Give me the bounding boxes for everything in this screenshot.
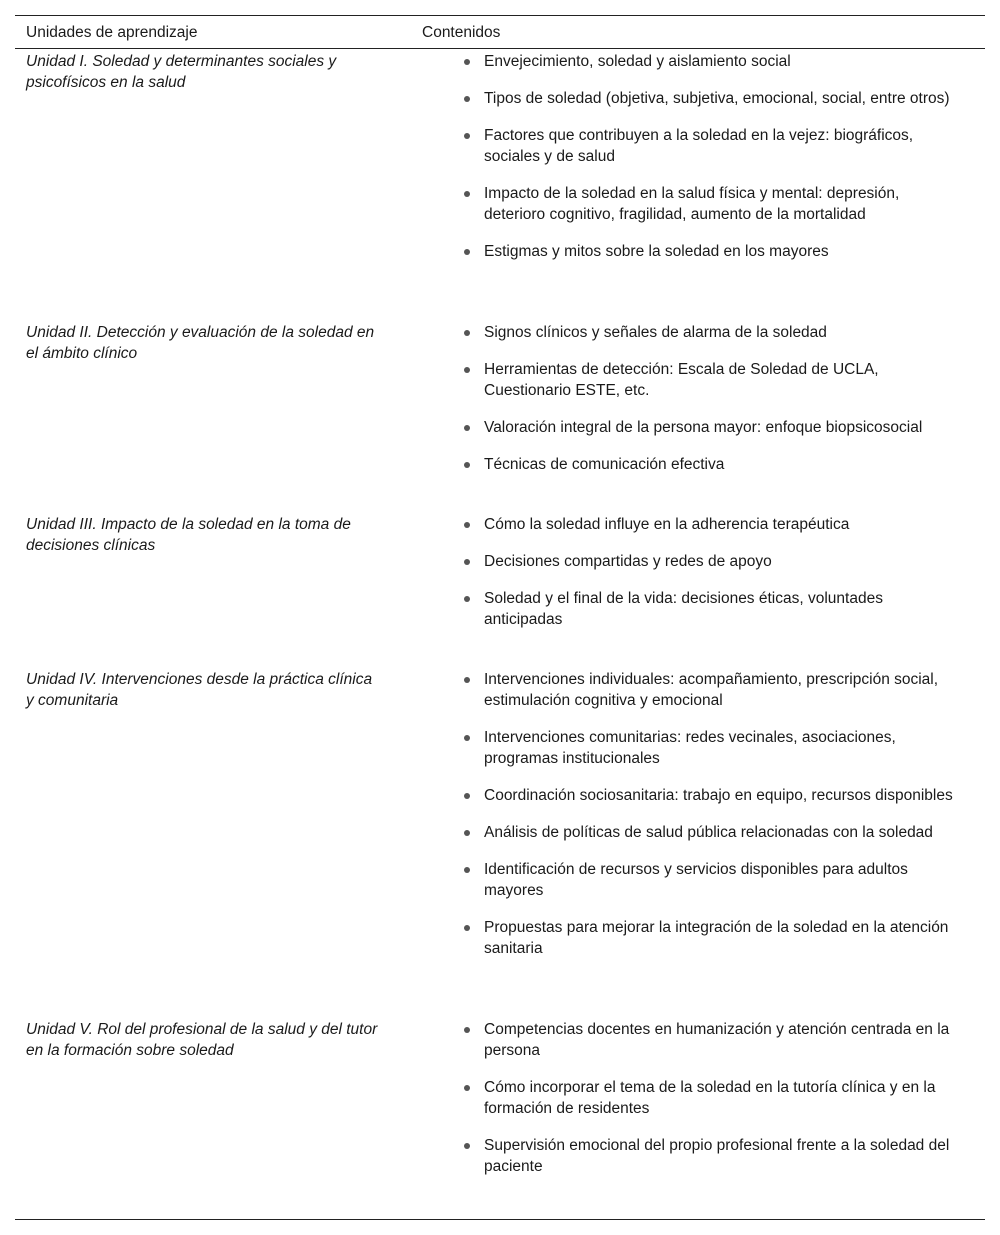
list-item: Envejecimiento, soledad y aislamiento social: [464, 51, 964, 72]
list-item: Coordinación sociosanitaria: trabajo en equipo, recursos disponibles: [464, 785, 964, 806]
table-row: [15, 661, 985, 1011]
list-item: Identificación de recursos y servicios disponibles para adultos mayores: [464, 859, 964, 901]
bullet-icon: [464, 425, 470, 431]
units-table: [15, 15, 985, 1201]
list-item: Factores que contribuyen a la soledad en la vejez: biográficos, sociales y de salud: [464, 125, 964, 167]
bullet-icon: [464, 330, 470, 336]
list-item: Tipos de soledad (objetiva, subjetiva, emocional, social, entre otros): [464, 88, 964, 109]
table-row: [15, 506, 985, 661]
table-row: [15, 49, 985, 314]
bullet-icon: [464, 735, 470, 741]
bullet-icon: [464, 367, 470, 373]
bullet-icon: [464, 1085, 470, 1091]
bullet-icon: [464, 59, 470, 65]
list-item: Intervenciones individuales: acompañamiento, prescripción social, estimulación cognitiva y emocional: [464, 669, 964, 711]
unit-title: Unidad V. Rol del profesional de la salud y del tutor en la formación sobre soledad: [26, 1021, 378, 1059]
list-item: Intervenciones comunitarias: redes vecinales, asociaciones, programas institucionales: [464, 727, 964, 769]
bullet-icon: [464, 677, 470, 683]
list-item: Valoración integral de la persona mayor: enfoque biopsicosocial: [464, 417, 964, 438]
contents-list: [464, 322, 964, 491]
bullet-icon: [464, 249, 470, 255]
table-bottom-rule: [15, 1219, 985, 1220]
list-item: Competencias docentes en humanización y atención centrada en la persona: [464, 1019, 964, 1061]
bullet-icon: [464, 522, 470, 528]
bullet-icon: [464, 133, 470, 139]
bullet-icon: [464, 559, 470, 565]
list-item: Supervisión emocional del propio profesional frente a la soledad del paciente: [464, 1135, 964, 1177]
bullet-icon: [464, 1143, 470, 1149]
bullet-icon: [464, 793, 470, 799]
list-item: Herramientas de detección: Escala de Soledad de UCLA, Cuestionario ESTE, etc.: [464, 359, 964, 401]
list-item: Decisiones compartidas y redes de apoyo: [464, 551, 964, 572]
list-item: Técnicas de comunicación efectiva: [464, 454, 964, 475]
bullet-icon: [464, 830, 470, 836]
unit-title: Unidad III. Impacto de la soledad en la toma de decisiones clínicas: [26, 516, 351, 554]
bullet-icon: [464, 867, 470, 873]
list-item: Propuestas para mejorar la integración de la soledad en la atención sanitaria: [464, 917, 964, 959]
list-item: Estigmas y mitos sobre la soledad en los mayores: [464, 241, 964, 262]
bullet-icon: [464, 191, 470, 197]
table-row: [15, 1011, 985, 1201]
list-item: Cómo la soledad influye en la adherencia terapéutica: [464, 514, 964, 535]
unit-title: Unidad II. Detección y evaluación de la soledad en el ámbito clínico: [26, 324, 375, 362]
header-units: Unidades de aprendizaje: [26, 24, 198, 41]
unit-title: Unidad IV. Intervenciones desde la práctica clínica y comunitaria: [26, 671, 373, 709]
bullet-icon: [464, 462, 470, 468]
unit-title: Unidad I. Soledad y determinantes sociales y psicofísicos en la salud: [26, 53, 337, 91]
list-item: Soledad y el final de la vida: decisiones éticas, voluntades anticipadas: [464, 588, 964, 630]
list-item: Análisis de políticas de salud pública relacionadas con la soledad: [464, 822, 964, 843]
bullet-icon: [464, 1027, 470, 1033]
header-contents: Contenidos: [422, 24, 501, 41]
list-item: Signos clínicos y señales de alarma de la soledad: [464, 322, 964, 343]
table-header: [15, 16, 985, 49]
list-item: Impacto de la soledad en la salud física y mental: depresión, deterioro cognitivo, fragilidad, aumento de la mortalidad: [464, 183, 964, 225]
bullet-icon: [464, 925, 470, 931]
contents-list: [464, 1019, 964, 1193]
list-item: Cómo incorporar el tema de la soledad en la tutoría clínica y en la formación de residentes: [464, 1077, 964, 1119]
bullet-icon: [464, 96, 470, 102]
contents-list: [464, 514, 964, 646]
table-row: [15, 314, 985, 506]
contents-list: [464, 669, 964, 975]
bullet-icon: [464, 596, 470, 602]
contents-list: [464, 51, 964, 278]
